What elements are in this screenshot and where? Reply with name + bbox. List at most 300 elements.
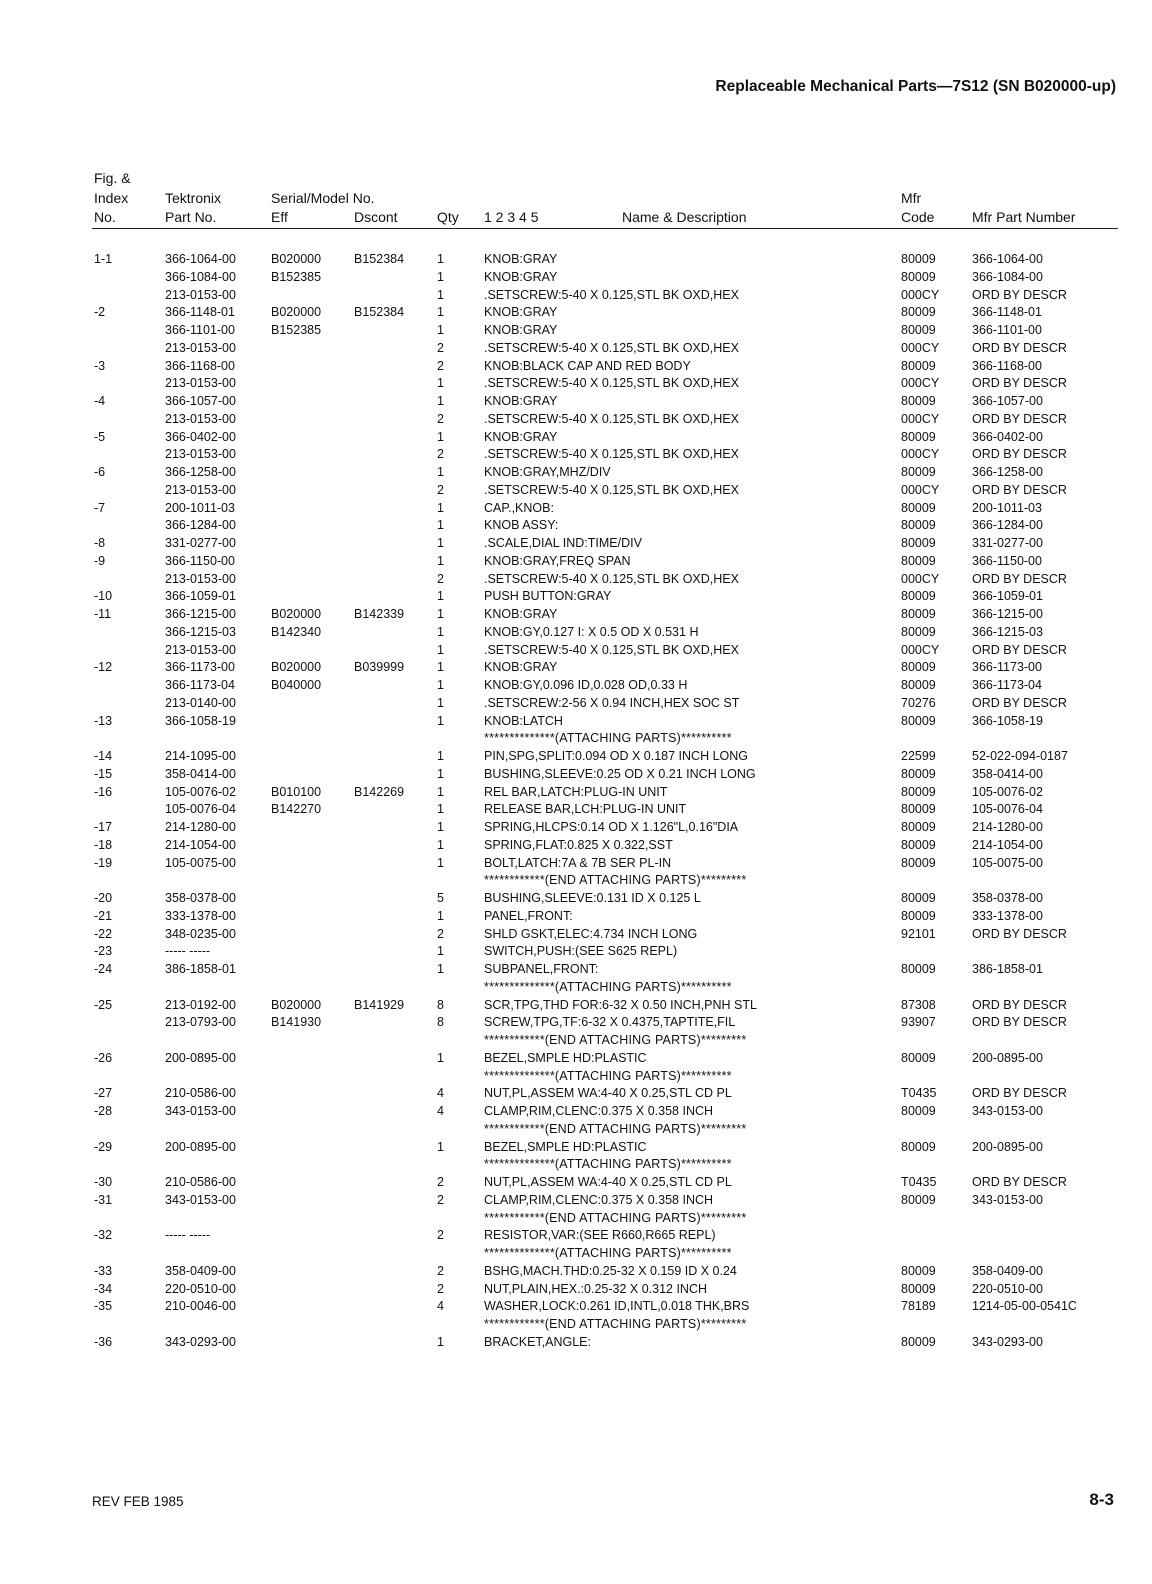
table-row [0,341,1152,359]
mfr-part-number-cell: 343-0153-00 [972,1104,1043,1118]
mfr-part-number-cell: 105-0075-00 [972,855,1043,870]
qty-cell: 1 [437,1050,444,1065]
table-row [0,1282,1152,1300]
mfr-code-cell: 80009 [901,536,936,550]
mfr-code-cell: 80009 [901,802,936,817]
part-no-cell: 366-1215-03 [165,624,236,639]
index-no-cell: 1-1 [94,252,113,266]
table-row [0,1193,1152,1211]
col-fig-label: Fig. & [94,170,131,186]
part-no-cell: 366-0402-00 [165,429,236,444]
qty-cell: 1 [437,855,444,870]
index-no-cell: -10 [94,589,113,604]
qty-cell: 1 [437,802,444,817]
eff-cell: B142340 [271,624,322,639]
mfr-part-number-cell: 366-1084-00 [972,269,1043,284]
table-row [0,962,1152,980]
qty-cell: 2 [437,358,444,373]
qty-cell: 1 [437,766,444,781]
table-row [0,412,1152,430]
description-cell: .SETSCREW:5-40 X 0.125,STL BK OXD,HEX [484,447,739,462]
table-row [0,376,1152,394]
mfr-part-number-cell: ORD BY DESCR [972,482,1067,497]
col-eff-label: Eff [271,209,288,225]
qty-cell: 2 [437,411,444,426]
description-cell: **************(ATTACHING PARTS)********** [484,731,732,746]
description-cell: NUT,PL,ASSEM WA:4-40 X 0.25,STL CD PL [484,1175,732,1189]
qty-cell: 1 [437,1334,444,1349]
index-no-cell: -6 [94,465,106,479]
description-cell: KNOB:GRAY [484,305,558,320]
mfr-code-cell: 80009 [901,394,936,408]
table-row [0,1122,1152,1140]
table-row [0,731,1152,749]
mfr-code-cell: 22599 [901,749,936,763]
mfr-part-number-cell: ORD BY DESCR [972,1175,1067,1189]
mfr-part-number-cell: 333-1378-00 [972,908,1043,923]
qty-cell: 2 [437,926,444,941]
mfr-code-cell: 80009 [901,1139,936,1154]
index-no-cell: -23 [94,944,113,959]
table-row [0,323,1152,341]
mfr-code-cell: 80009 [901,837,936,852]
table-row [0,501,1152,519]
table-row [0,359,1152,377]
part-no-cell: 366-1173-04 [165,678,235,692]
eff-cell: B142270 [271,802,322,817]
description-cell: KNOB:GY,0.096 ID,0.028 OD,0.33 H [484,678,688,692]
mfr-part-number-cell: 214-1054-00 [972,837,1043,852]
mfr-code-cell: 80009 [901,1263,936,1278]
qty-cell: 1 [437,695,444,710]
description-cell: .SETSCREW:5-40 X 0.125,STL BK OXD,HEX [484,411,739,426]
description-cell: KNOB:GRAY [484,394,558,408]
description-cell: KNOB:GRAY,FREQ SPAN [484,553,631,568]
col-name-description-label: Name & Description [622,209,747,225]
mfr-code-cell: 80009 [901,500,936,515]
description-cell: **************(ATTACHING PARTS)********** [484,1157,732,1172]
mfr-code-cell: 80009 [901,1334,936,1349]
table-row [0,252,1152,270]
part-no-cell: 213-0153-00 [165,340,236,355]
table-row [0,785,1152,803]
part-no-cell: 343-0293-00 [165,1334,236,1349]
col-mfr-label: Mfr [901,190,922,206]
qty-cell: 1 [437,305,444,320]
part-no-cell: 210-0586-00 [165,1175,236,1189]
mfr-code-cell: 80009 [901,891,936,905]
mfr-part-number-cell: ORD BY DESCR [972,1086,1067,1101]
mfr-part-number-cell: 366-1258-00 [972,465,1043,479]
part-no-cell: ----- ----- [165,1228,211,1243]
description-cell: CLAMP,RIM,CLENC:0.375 X 0.358 INCH [484,1104,714,1118]
index-no-cell: -34 [94,1281,113,1296]
qty-cell: 2 [437,571,444,586]
mfr-code-cell: 78189 [901,1299,936,1314]
table-row [0,1140,1152,1158]
qty-cell: 8 [437,1015,444,1030]
mfr-part-number-cell: 366-1059-01 [972,589,1043,604]
mfr-part-number-cell: 366-1215-00 [972,607,1043,621]
mfr-code-cell: T0435 [901,1086,937,1101]
mfr-code-cell: 80009 [901,1104,936,1118]
qty-cell: 1 [437,820,444,834]
part-no-cell: 213-0153-00 [165,571,236,586]
mfr-part-number-cell: ORD BY DESCR [972,376,1067,391]
qty-cell: 2 [437,1175,444,1189]
eff-cell: B020000 [271,607,322,621]
description-cell: SWITCH,PUSH:(SEE S625 REPL) [484,944,678,959]
index-no-cell: -33 [94,1263,113,1278]
mfr-part-number-cell: ORD BY DESCR [972,447,1067,462]
eff-cell: B152385 [271,323,322,337]
table-row [0,1175,1152,1193]
table-row [0,625,1152,643]
page-title: Replaceable Mechanical Parts—7S12 (SN B020000-up) [715,78,1116,95]
mfr-part-number-cell: 1214-05-00-0541C [972,1299,1077,1314]
mfr-part-number-cell: 366-1148-01 [972,305,1042,320]
table-row [0,891,1152,909]
part-no-cell: 105-0076-04 [165,802,236,817]
description-cell: .SETSCREW:5-40 X 0.125,STL BK OXD,HEX [484,482,739,497]
table-row [0,856,1152,874]
index-no-cell: -31 [94,1192,113,1207]
dscont-cell: B141929 [354,997,405,1012]
part-no-cell: 213-0153-00 [165,447,236,462]
part-no-cell: ----- ----- [165,944,211,959]
mfr-code-cell: 80009 [901,252,936,266]
mfr-part-number-cell: 343-0153-00 [972,1192,1043,1207]
index-no-cell: -35 [94,1299,113,1314]
qty-cell: 4 [437,1104,444,1118]
mfr-code-cell: 80009 [901,784,936,799]
part-no-cell: 366-1059-01 [165,589,236,604]
description-cell: RELEASE BAR,LCH:PLUG-IN UNIT [484,802,687,817]
part-no-cell: 358-0409-00 [165,1263,236,1278]
description-cell: NUT,PL,ASSEM WA:4-40 X 0.25,STL CD PL [484,1086,732,1101]
mfr-code-cell: 80009 [901,660,936,675]
part-no-cell: 366-1258-00 [165,465,236,479]
eff-cell: B020000 [271,660,322,675]
description-cell: KNOB:GRAY [484,607,558,621]
index-no-cell: -15 [94,766,113,781]
table-row [0,802,1152,820]
dscont-cell: B152384 [354,305,405,320]
eff-cell: B040000 [271,678,322,692]
mfr-part-number-cell: 220-0510-00 [972,1281,1043,1296]
qty-cell: 1 [437,252,444,266]
mfr-part-number-cell: 200-0895-00 [972,1139,1043,1154]
qty-cell: 2 [437,1281,444,1296]
col-part-no-label: Part No. [165,209,217,225]
part-no-cell: 366-1084-00 [165,269,236,284]
dscont-cell: B142339 [354,607,405,621]
description-cell: WASHER,LOCK:0.261 ID,INTL,0.018 THK,BRS [484,1299,750,1314]
mfr-part-number-cell: 214-1280-00 [972,820,1043,834]
page-number: 8-3 [1089,1490,1114,1509]
part-no-cell: 358-0414-00 [165,766,236,781]
mfr-code-cell: 80009 [901,766,936,781]
description-cell: NUT,PLAIN,HEX.:0.25-32 X 0.312 INCH [484,1281,708,1296]
part-no-cell: 213-0153-00 [165,642,236,657]
table-row [0,430,1152,448]
table-row [0,660,1152,678]
mfr-code-cell: 80009 [901,1192,936,1207]
mfr-code-cell: 80009 [901,1050,936,1065]
table-row [0,927,1152,945]
qty-cell: 1 [437,287,444,302]
mfr-code-cell: 80009 [901,518,936,533]
part-no-cell: 358-0378-00 [165,891,236,905]
qty-cell: 1 [437,518,444,533]
part-no-cell: 200-0895-00 [165,1139,236,1154]
col-mfr-part-number-label: Mfr Part Number [972,209,1076,225]
description-cell: BSHG,MACH.THD:0.25-32 X 0.159 ID X 0.24 [484,1263,737,1278]
mfr-code-cell: 92101 [901,926,936,941]
part-no-cell: 200-0895-00 [165,1050,236,1065]
index-no-cell: -4 [94,394,106,408]
qty-cell: 1 [437,908,444,923]
part-no-cell: 220-0510-00 [165,1281,236,1296]
table-row [0,1299,1152,1317]
description-cell: **************(ATTACHING PARTS)********** [484,1068,732,1083]
index-no-cell: -22 [94,926,113,941]
mfr-code-cell: 80009 [901,323,936,337]
mfr-code-cell: 80009 [901,429,936,444]
part-no-cell: 214-1280-00 [165,820,236,834]
mfr-code-cell: 80009 [901,358,936,373]
qty-cell: 1 [437,536,444,550]
description-cell: KNOB:GRAY,MHZ/DIV [484,465,611,479]
index-no-cell: -11 [94,607,112,621]
index-no-cell: -3 [94,358,106,373]
index-no-cell: -19 [94,855,113,870]
description-cell: KNOB:GRAY [484,323,558,337]
table-row [0,1051,1152,1069]
mfr-code-cell: T0435 [901,1175,937,1189]
table-row [0,820,1152,838]
description-cell: SCREW,TPG,TF:6-32 X 0.4375,TAPTITE,FIL [484,1015,736,1030]
table-row [0,678,1152,696]
description-cell: SPRING,FLAT:0.825 X 0.322,SST [484,837,673,852]
table-row [0,1157,1152,1175]
description-cell: CAP.,KNOB: [484,500,554,515]
mfr-part-number-cell: 366-1284-00 [972,518,1043,533]
index-no-cell: -36 [94,1334,113,1349]
part-no-cell: 213-0140-00 [165,695,236,710]
mfr-part-number-cell: 331-0277-00 [972,536,1043,550]
qty-cell: 2 [437,447,444,462]
qty-cell: 1 [437,837,444,852]
index-no-cell: -5 [94,429,106,444]
qty-cell: 1 [437,269,444,284]
part-no-cell: 366-1168-00 [165,358,235,373]
header-divider [92,228,1118,229]
qty-cell: 1 [437,713,444,728]
index-no-cell: -17 [94,820,113,834]
qty-cell: 1 [437,429,444,444]
qty-cell: 4 [437,1086,444,1101]
description-cell: **************(ATTACHING PARTS)********** [484,979,732,994]
qty-cell: 1 [437,944,444,959]
index-no-cell: -21 [94,908,113,923]
mfr-code-cell: 80009 [901,624,936,639]
description-cell: .SETSCREW:5-40 X 0.125,STL BK OXD,HEX [484,376,739,391]
mfr-part-number-cell: ORD BY DESCR [972,571,1067,586]
table-row [0,1069,1152,1087]
index-no-cell: -12 [94,660,113,675]
table-row [0,483,1152,501]
description-cell: BEZEL,SMPLE HD:PLASTIC [484,1139,647,1154]
mfr-code-cell: 000CY [901,411,940,426]
eff-cell: B141930 [271,1015,322,1030]
table-row [0,394,1152,412]
col-code-label: Code [901,209,935,225]
index-no-cell: -7 [94,500,106,515]
mfr-code-cell: 80009 [901,962,936,976]
description-cell: ************(END ATTACHING PARTS)********* [484,1317,747,1331]
qty-cell: 1 [437,553,444,568]
table-row [0,838,1152,856]
mfr-code-cell: 000CY [901,287,940,302]
description-cell: PUSH BUTTON:GRAY [484,589,612,604]
mfr-part-number-cell: ORD BY DESCR [972,695,1067,710]
description-cell: KNOB:GRAY [484,269,558,284]
qty-cell: 2 [437,1228,444,1243]
qty-cell: 1 [437,962,444,976]
mfr-part-number-cell: 52-022-094-0187 [972,749,1068,763]
mfr-part-number-cell: 358-0414-00 [972,766,1043,781]
part-no-cell: 366-1150-00 [165,553,235,568]
mfr-part-number-cell: ORD BY DESCR [972,287,1067,302]
table-row [0,944,1152,962]
col-tektronix-label: Tektronix [165,190,222,206]
description-cell: KNOB ASSY: [484,518,559,533]
part-no-cell: 213-0153-00 [165,376,236,391]
mfr-code-cell: 80009 [901,553,936,568]
part-no-cell: 366-1148-01 [165,305,235,320]
part-no-cell: 366-1064-00 [165,252,236,266]
part-no-cell: 210-0046-00 [165,1299,236,1314]
part-no-cell: 366-1173-00 [165,660,235,675]
mfr-code-cell: 80009 [901,607,936,621]
mfr-part-number-cell: 366-1064-00 [972,252,1043,266]
index-no-cell: -2 [94,305,106,320]
table-row [0,1033,1152,1051]
description-cell: .SETSCREW:5-40 X 0.125,STL BK OXD,HEX [484,571,739,586]
table-row [0,998,1152,1016]
table-row [0,1086,1152,1104]
description-cell: RESISTOR,VAR:(SEE R660,R665 REPL) [484,1228,716,1243]
index-no-cell: -27 [94,1086,113,1101]
table-row [0,696,1152,714]
table-row [0,554,1152,572]
mfr-part-number-cell: ORD BY DESCR [972,1015,1067,1030]
description-cell: KNOB:GY,0.127 I: X 0.5 OD X 0.531 H [484,624,699,639]
mfr-code-cell: 000CY [901,571,940,586]
part-no-cell: 213-0793-00 [165,1015,236,1030]
table-row [0,288,1152,306]
mfr-part-number-cell: 105-0076-02 [972,784,1043,799]
description-cell: ************(END ATTACHING PARTS)********* [484,873,747,888]
index-no-cell: -16 [94,784,113,799]
mfr-code-cell: 000CY [901,376,940,391]
table-row [0,465,1152,483]
col-serial-label: Serial/Model No. [271,190,375,206]
description-cell: BRACKET,ANGLE: [484,1334,591,1349]
table-row [0,1246,1152,1264]
description-cell: BOLT,LATCH:7A & 7B SER PL-IN [484,855,672,870]
qty-cell: 1 [437,660,444,675]
table-row [0,1264,1152,1282]
table-row [0,909,1152,927]
eff-cell: B010100 [271,784,322,799]
mfr-part-number-cell: ORD BY DESCR [972,997,1067,1012]
description-cell: BEZEL,SMPLE HD:PLASTIC [484,1050,647,1065]
mfr-code-cell: 80009 [901,713,936,728]
part-no-cell: 214-1054-00 [165,837,236,852]
description-cell: .SETSCREW:5-40 X 0.125,STL BK OXD,HEX [484,642,739,657]
col-dscont-label: Dscont [354,209,398,225]
mfr-part-number-cell: 366-1101-00 [972,323,1042,337]
qty-cell: 1 [437,784,444,799]
index-no-cell: -20 [94,891,113,905]
mfr-part-number-cell: ORD BY DESCR [972,411,1067,426]
mfr-part-number-cell: 105-0076-04 [972,802,1043,817]
mfr-code-cell: 80009 [901,465,936,479]
part-no-cell: 333-1378-00 [165,908,236,923]
mfr-code-cell: 87308 [901,997,936,1012]
index-no-cell: -18 [94,837,113,852]
eff-cell: B020000 [271,305,322,320]
description-cell: ************(END ATTACHING PARTS)********* [484,1210,747,1225]
mfr-part-number-cell: ORD BY DESCR [972,642,1067,657]
table-row [0,589,1152,607]
description-cell: PIN,SPG,SPLIT:0.094 OD X 0.187 INCH LONG [484,749,748,763]
qty-cell: 1 [437,1139,444,1154]
part-no-cell: 348-0235-00 [165,926,236,941]
part-no-cell: 366-1058-19 [165,713,236,728]
table-row [0,1335,1152,1353]
index-no-cell: -9 [94,553,106,568]
qty-cell: 2 [437,482,444,497]
qty-cell: 1 [437,607,444,621]
eff-cell: B020000 [271,252,322,266]
description-cell: ************(END ATTACHING PARTS)********* [484,1033,747,1047]
table-row [0,305,1152,323]
mfr-code-cell: 000CY [901,447,940,462]
mfr-code-cell: 80009 [901,855,936,870]
qty-cell: 1 [437,624,444,639]
part-no-cell: 213-0153-00 [165,287,236,302]
description-cell: REL BAR,LATCH:PLUG-IN UNIT [484,784,668,799]
part-no-cell: 343-0153-00 [165,1192,236,1207]
index-no-cell: -24 [94,962,113,976]
part-no-cell: 331-0277-00 [165,536,236,550]
table-row [0,1104,1152,1122]
mfr-part-number-cell: 358-0378-00 [972,891,1043,905]
mfr-code-cell: 80009 [901,1281,936,1296]
index-no-cell: -26 [94,1050,113,1065]
dscont-cell: B142269 [354,784,405,799]
qty-cell: 2 [437,1192,444,1207]
description-cell: SCR,TPG,THD FOR:6-32 X 0.50 INCH,PNH STL [484,997,757,1012]
qty-cell: 1 [437,642,444,657]
table-row [0,980,1152,998]
qty-cell: 5 [437,891,444,905]
revision-date: REV FEB 1985 [92,1494,184,1509]
part-no-cell: 213-0192-00 [165,997,236,1012]
